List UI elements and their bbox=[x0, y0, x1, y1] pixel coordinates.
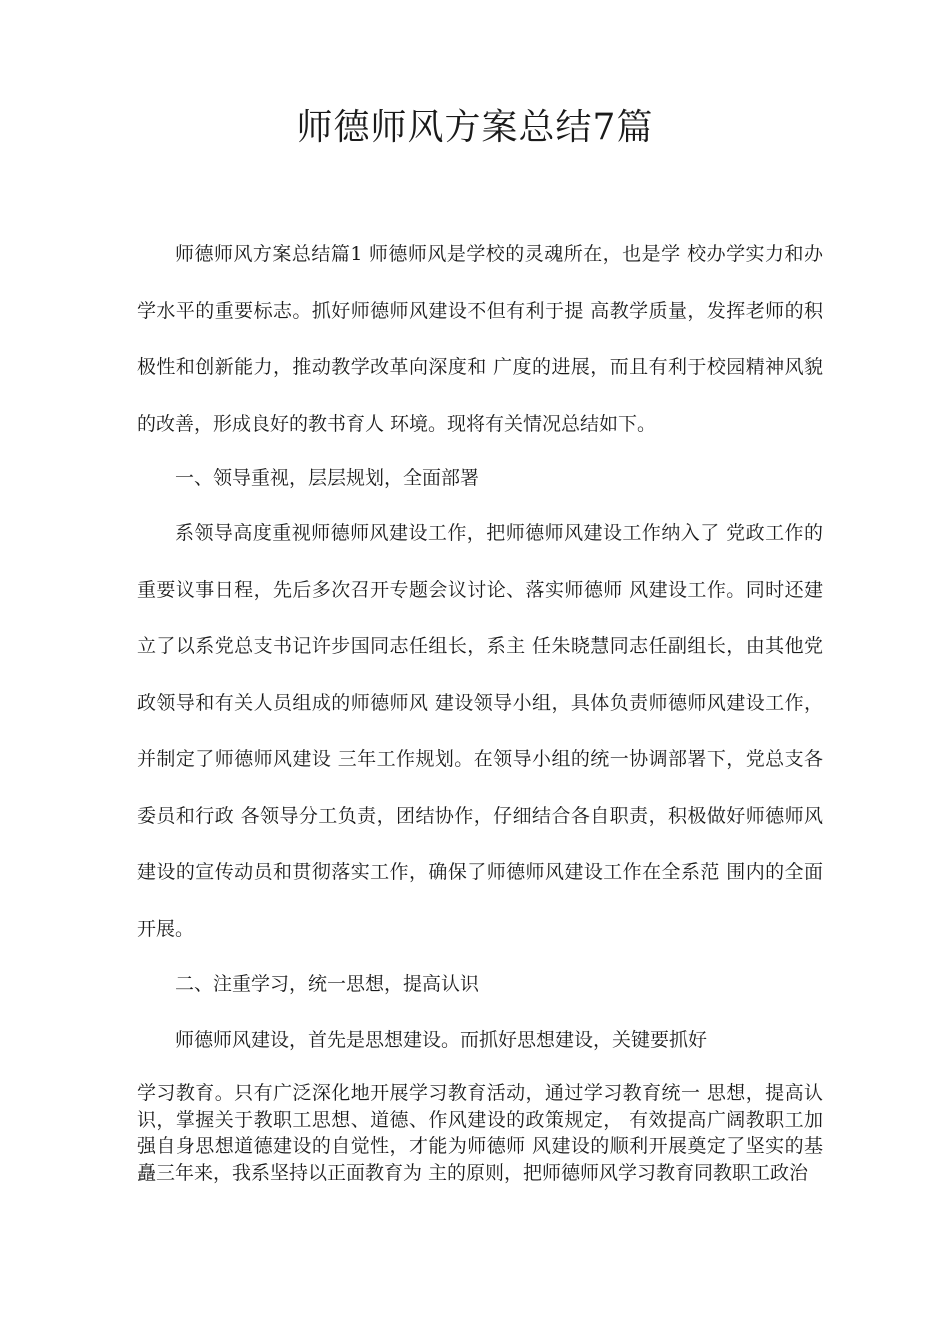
paragraph-section-2-continued: 学习教育。只有广泛深化地开展学习教育活动，通过学习教育统一 思想，提高认识，掌握关于教职工思想、道德、作风建设的政策规定， 有效提高广阔教职工加强自身思想道德建设的自觉性，才能为师德师 风建设的顺利开展奠定了坚实的基矗三年来，我系坚持以正面教育为 主的原则，把师德师风学习教育同教职工政治 bbox=[137, 1082, 823, 1184]
section-heading-1: 一、领导重视，层层规划，全面部署 bbox=[175, 467, 480, 489]
paragraph-intro: 师德师风方案总结篇1 师德师风是学校的灵魂所在，也是学 校办学实力和办学水平的重要标志。抓好师德师风建设不但有利于提 高教学质量，发挥老师的积极性和创新能力，推动教学改革向深度和 广度的进展，而且有利于校园精神风貌的改善，形成良好的教书育人 环境。现将有关情况总结如下。 bbox=[137, 243, 823, 435]
document-title: 师德师风方案总结7篇 bbox=[296, 107, 654, 148]
section-heading-2: 二、注重学习，统一思想，提高认识 bbox=[175, 973, 480, 995]
paragraph-section-1: 系领导高度重视师德师风建设工作，把师德师风建设工作纳入了 党政工作的重要议事日程，先后多次召开专题会议讨论、落实师德师 风建设工作。同时还建立了以系党总支书记许步国同志任组长，系主 任朱晓慧同志任副组长，由其他党政领导和有关人员组成的师德师风 建设领导小组，具体负责师德师风建设工作，并制定了师德师风建设 三年工作规划。在领导小组的统一协调部署下，党总支各委员和行政 各领导分工负责，团结协作，仔细结合各自职责，积极做好师德师风建设的宣传动员和贯彻落实工作，确保了师德师风建设工作在全系范 围内的全面开展。 bbox=[137, 522, 823, 940]
paragraph-section-2-start: 师德师风建设，首先是思想建设。而抓好思想建设，关键要抓好 bbox=[175, 1029, 708, 1051]
